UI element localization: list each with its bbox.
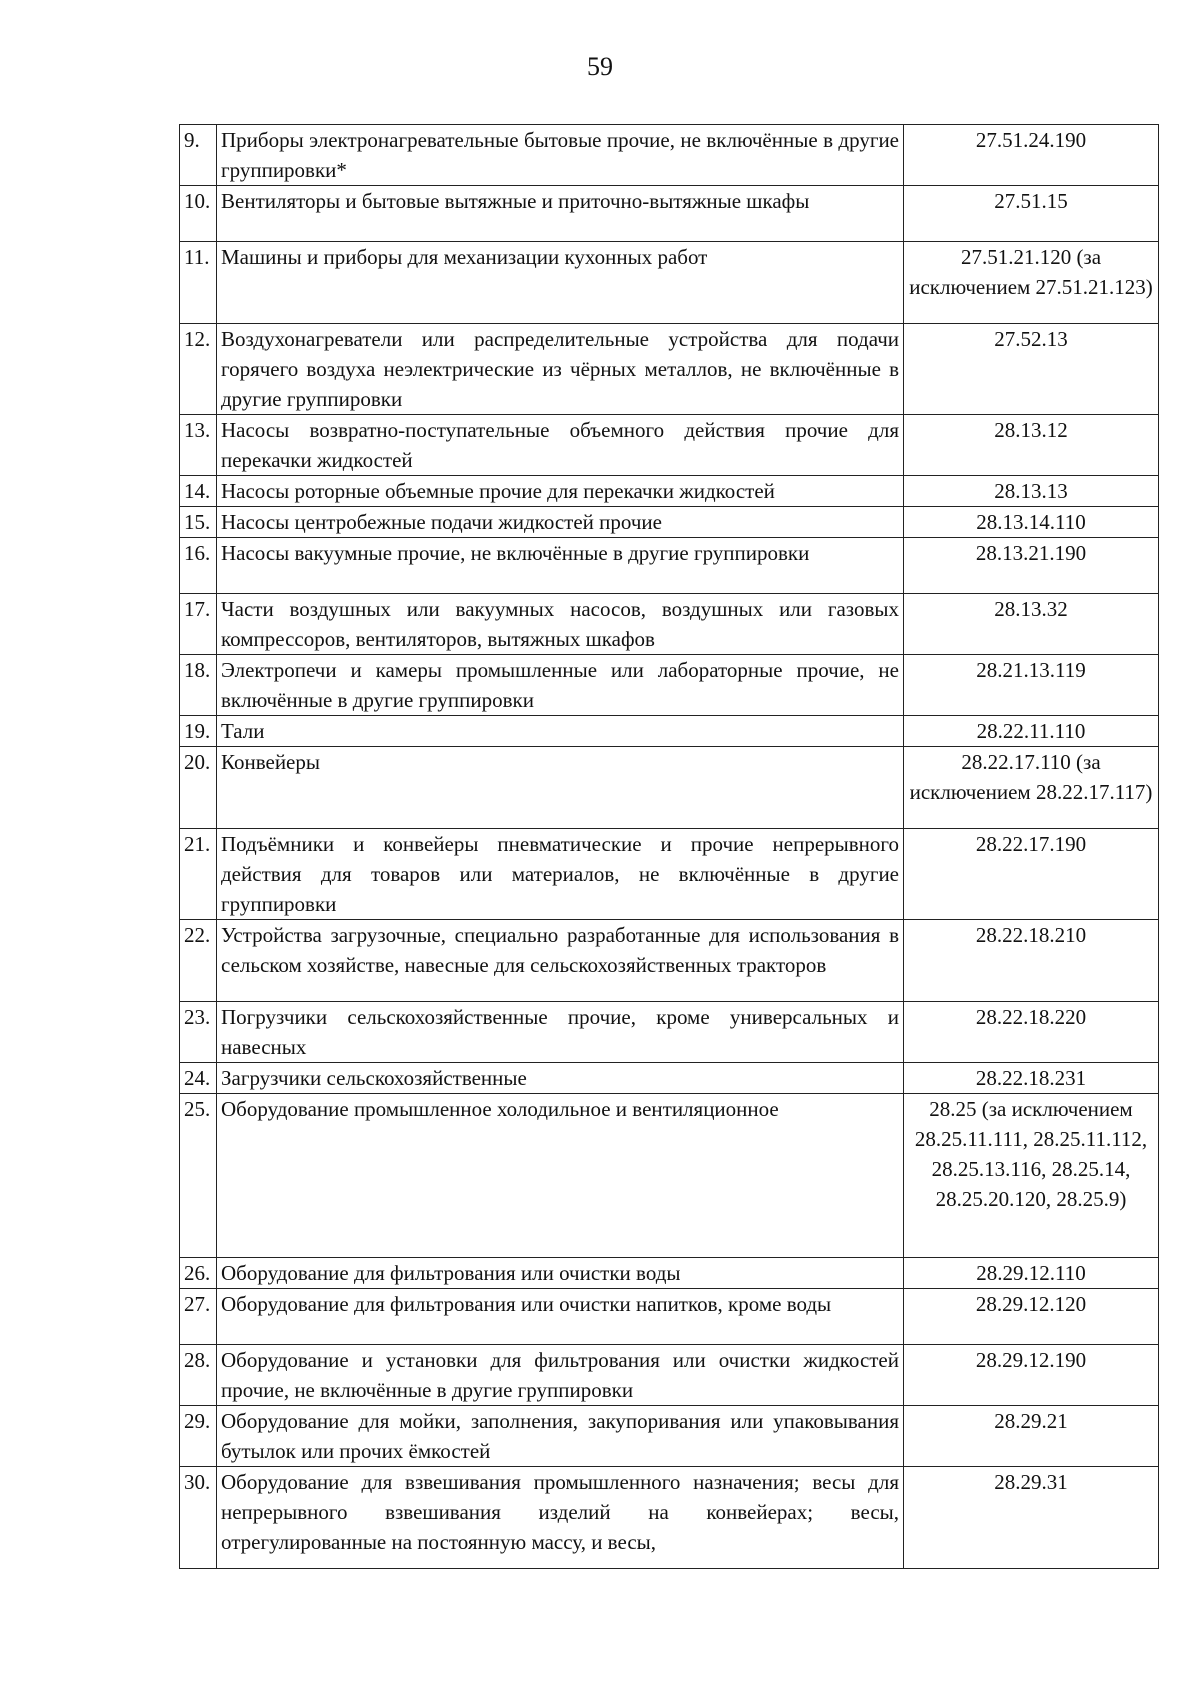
product-name: Оборудование промышленное холодильное и вентиляционное	[217, 1094, 904, 1258]
product-name: Оборудование и установки для фильтрования или очистки жидкостей прочие, не включённые в другие группировки	[217, 1345, 904, 1406]
table-row	[180, 538, 1159, 594]
okpd-code: 28.22.11.110	[904, 716, 1159, 747]
product-name: Оборудование для фильтрования или очистки напитков, кроме воды	[217, 1289, 904, 1345]
table-row	[180, 415, 1159, 476]
table-body	[180, 125, 1159, 1569]
table-row	[180, 747, 1159, 829]
product-name: Оборудование для мойки, заполнения, закупоривания или упаковывания бутылок или прочих ёмкостей	[217, 1406, 904, 1467]
row-number: 13.	[180, 415, 217, 476]
product-name: Вентиляторы и бытовые вытяжные и приточно-вытяжные шкафы	[217, 186, 904, 242]
okpd-code: 28.13.12	[904, 415, 1159, 476]
okpd-code: 27.51.24.190	[904, 125, 1159, 186]
okpd-code: 28.13.14.110	[904, 507, 1159, 538]
row-number: 18.	[180, 655, 217, 716]
product-name: Машины и приборы для механизации кухонных работ	[217, 242, 904, 324]
table-row	[180, 125, 1159, 186]
product-name: Конвейеры	[217, 747, 904, 829]
table-row	[180, 1406, 1159, 1467]
product-name: Насосы центробежные подачи жидкостей прочие	[217, 507, 904, 538]
row-number: 12.	[180, 324, 217, 415]
row-number: 30.	[180, 1467, 217, 1569]
table-row	[180, 1258, 1159, 1289]
row-number: 11.	[180, 242, 217, 324]
product-name: Насосы вакуумные прочие, не включённые в другие группировки	[217, 538, 904, 594]
okpd-code: 28.21.13.119	[904, 655, 1159, 716]
table-row	[180, 655, 1159, 716]
product-name: Устройства загрузочные, специально разработанные для использования в сельском хозяйстве, навесные для сельскохозяйственных тракторов	[217, 920, 904, 1002]
row-number: 26.	[180, 1258, 217, 1289]
product-name: Оборудование для фильтрования или очистки воды	[217, 1258, 904, 1289]
product-name: Тали	[217, 716, 904, 747]
table-row	[180, 1002, 1159, 1063]
row-number: 22.	[180, 920, 217, 1002]
table-row	[180, 507, 1159, 538]
okpd-code: 28.29.12.190	[904, 1345, 1159, 1406]
table-row	[180, 186, 1159, 242]
okpd-code: 28.22.18.231	[904, 1063, 1159, 1094]
okpd-code: 28.13.32	[904, 594, 1159, 655]
table-row	[180, 242, 1159, 324]
okpd-code: 28.29.12.110	[904, 1258, 1159, 1289]
page-number: 59	[587, 52, 613, 81]
row-number: 9.	[180, 125, 217, 186]
okpd-code: 28.22.17.110 (за исключением 28.22.17.117)	[904, 747, 1159, 829]
table-row	[180, 716, 1159, 747]
product-name: Насосы возвратно-поступательные объемного действия прочие для перекачки жидкостей	[217, 415, 904, 476]
row-number: 24.	[180, 1063, 217, 1094]
table-row	[180, 1467, 1159, 1569]
table-row	[180, 476, 1159, 507]
row-number: 25.	[180, 1094, 217, 1258]
okpd-code: 28.13.13	[904, 476, 1159, 507]
table-row	[180, 920, 1159, 1002]
product-name: Оборудование для взвешивания промышленного назначения; весы для непрерывного взвешивания изделий на конвейерах; весы, отрегулированные на постоянную массу, и весы,	[217, 1467, 904, 1569]
codes-table	[179, 124, 1159, 1569]
product-name: Насосы роторные объемные прочие для перекачки жидкостей	[217, 476, 904, 507]
row-number: 20.	[180, 747, 217, 829]
okpd-code: 28.29.31	[904, 1467, 1159, 1569]
row-number: 29.	[180, 1406, 217, 1467]
row-number: 16.	[180, 538, 217, 594]
okpd-code: 28.13.21.190	[904, 538, 1159, 594]
table-row	[180, 324, 1159, 415]
row-number: 23.	[180, 1002, 217, 1063]
row-number: 14.	[180, 476, 217, 507]
table-row	[180, 1345, 1159, 1406]
okpd-code: 28.29.21	[904, 1406, 1159, 1467]
table-row	[180, 594, 1159, 655]
table-row	[180, 1063, 1159, 1094]
okpd-code: 28.25 (за исключением 28.25.11.111, 28.25.11.112, 28.25.13.116, 28.25.14, 28.25.20.120, 28.25.9)	[904, 1094, 1159, 1258]
product-name: Воздухонагреватели или распределительные устройства для подачи горячего воздуха неэлектрические из чёрных металлов, не включённые в другие группировки	[217, 324, 904, 415]
okpd-code: 27.51.21.120 (за исключением 27.51.21.123)	[904, 242, 1159, 324]
row-number: 21.	[180, 829, 217, 920]
okpd-code: 27.51.15	[904, 186, 1159, 242]
row-number: 17.	[180, 594, 217, 655]
row-number: 10.	[180, 186, 217, 242]
product-name: Подъёмники и конвейеры пневматические и прочие непрерывного действия для товаров или материалов, не включённые в другие группировки	[217, 829, 904, 920]
table-row	[180, 829, 1159, 920]
row-number: 19.	[180, 716, 217, 747]
okpd-code: 27.52.13	[904, 324, 1159, 415]
row-number: 27.	[180, 1289, 217, 1345]
product-name: Загрузчики сельскохозяйственные	[217, 1063, 904, 1094]
row-number: 15.	[180, 507, 217, 538]
okpd-code: 28.22.18.210	[904, 920, 1159, 1002]
okpd-code: 28.29.12.120	[904, 1289, 1159, 1345]
product-name: Части воздушных или вакуумных насосов, воздушных или газовых компрессоров, вентиляторов, вытяжных шкафов	[217, 594, 904, 655]
table-row	[180, 1289, 1159, 1345]
row-number: 28.	[180, 1345, 217, 1406]
product-name: Погрузчики сельскохозяйственные прочие, кроме универсальных и навесных	[217, 1002, 904, 1063]
product-name: Электропечи и камеры промышленные или лабораторные прочие, не включённые в другие группировки	[217, 655, 904, 716]
okpd-code: 28.22.17.190	[904, 829, 1159, 920]
table-row	[180, 1094, 1159, 1258]
okpd-code: 28.22.18.220	[904, 1002, 1159, 1063]
product-name: Приборы электронагревательные бытовые прочие, не включённые в другие группировки*	[217, 125, 904, 186]
